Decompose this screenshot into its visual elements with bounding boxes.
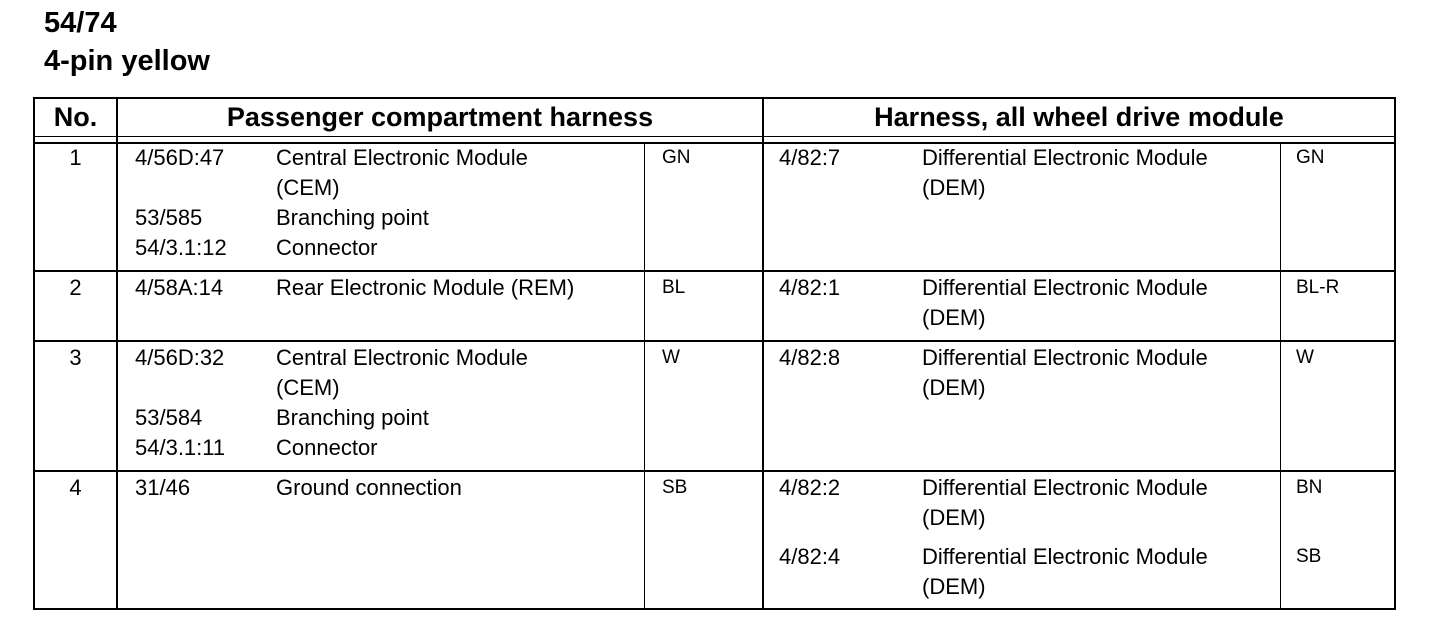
component-desc-abbr: (DEM) <box>922 574 986 599</box>
component-desc: Connector <box>276 235 378 260</box>
row-divider <box>33 270 1396 272</box>
component-code: 4/82:4 <box>779 544 841 569</box>
component-code: 4/82:7 <box>779 145 841 170</box>
component-desc-abbr: (DEM) <box>922 175 986 200</box>
wire-color: SB <box>1296 546 1322 567</box>
wire-color: W <box>662 347 680 368</box>
component-desc: Branching point <box>276 405 429 430</box>
component-desc: Rear Electronic Module (REM) <box>276 275 575 300</box>
pin-number: 1 <box>69 145 82 170</box>
header-no: No. <box>53 101 98 132</box>
component-desc: Ground connection <box>276 475 462 500</box>
pinout-table <box>33 97 1396 610</box>
row-divider <box>33 470 1396 472</box>
wire-color: GN <box>662 147 691 168</box>
wire-color: SB <box>662 477 688 498</box>
component-desc-abbr: (DEM) <box>922 505 986 530</box>
wire-color: W <box>1296 347 1314 368</box>
page-title <box>44 4 210 80</box>
component-desc: Central Electronic Module <box>276 145 528 170</box>
component-desc: Differential Electronic Module <box>922 475 1208 500</box>
column-divider <box>762 97 764 610</box>
component-code: 4/82:1 <box>779 275 841 300</box>
component-desc-abbr: (CEM) <box>276 175 340 200</box>
component-code: 54/3.1:12 <box>135 235 227 260</box>
component-code: 53/584 <box>135 405 203 430</box>
component-code: 53/585 <box>135 205 203 230</box>
column-divider <box>1280 143 1281 610</box>
component-code: 4/58A:14 <box>135 275 224 300</box>
header-passenger-harness: Passenger compartment harness <box>226 101 654 132</box>
component-desc: Differential Electronic Module <box>922 345 1208 370</box>
wire-color: BL <box>662 277 686 298</box>
column-divider <box>644 143 645 610</box>
component-code: 4/56D:47 <box>135 145 225 170</box>
connector-id: 54/74 <box>44 7 117 39</box>
component-code: 54/3.1:11 <box>135 435 226 460</box>
table-border-bottom <box>33 608 1396 610</box>
component-desc-abbr: (CEM) <box>276 375 340 400</box>
component-desc: Differential Electronic Module <box>922 275 1208 300</box>
component-desc: Branching point <box>276 205 429 230</box>
component-code: 4/56D:32 <box>135 345 225 370</box>
wire-color: GN <box>1296 147 1325 168</box>
pin-number: 2 <box>69 275 82 300</box>
component-desc-abbr: (DEM) <box>922 375 986 400</box>
column-divider <box>116 97 118 610</box>
component-desc: Connector <box>276 435 378 460</box>
component-desc: Differential Electronic Module <box>922 544 1208 569</box>
header-awd-harness: Harness, all wheel drive module <box>874 101 1284 132</box>
pin-number: 4 <box>69 475 82 500</box>
connector-type: 4-pin yellow <box>44 45 210 77</box>
row-divider <box>33 340 1396 342</box>
table-border-right <box>1394 97 1396 610</box>
component-desc: Differential Electronic Module <box>922 145 1208 170</box>
component-code: 4/82:2 <box>779 475 841 500</box>
wire-color: BL-R <box>1296 277 1340 298</box>
component-desc-abbr: (DEM) <box>922 305 986 330</box>
pin-number: 3 <box>69 345 82 370</box>
component-desc: Central Electronic Module <box>276 345 528 370</box>
wire-color: BN <box>1296 477 1323 498</box>
component-code: 4/82:8 <box>779 345 841 370</box>
component-code: 31/46 <box>135 475 191 500</box>
